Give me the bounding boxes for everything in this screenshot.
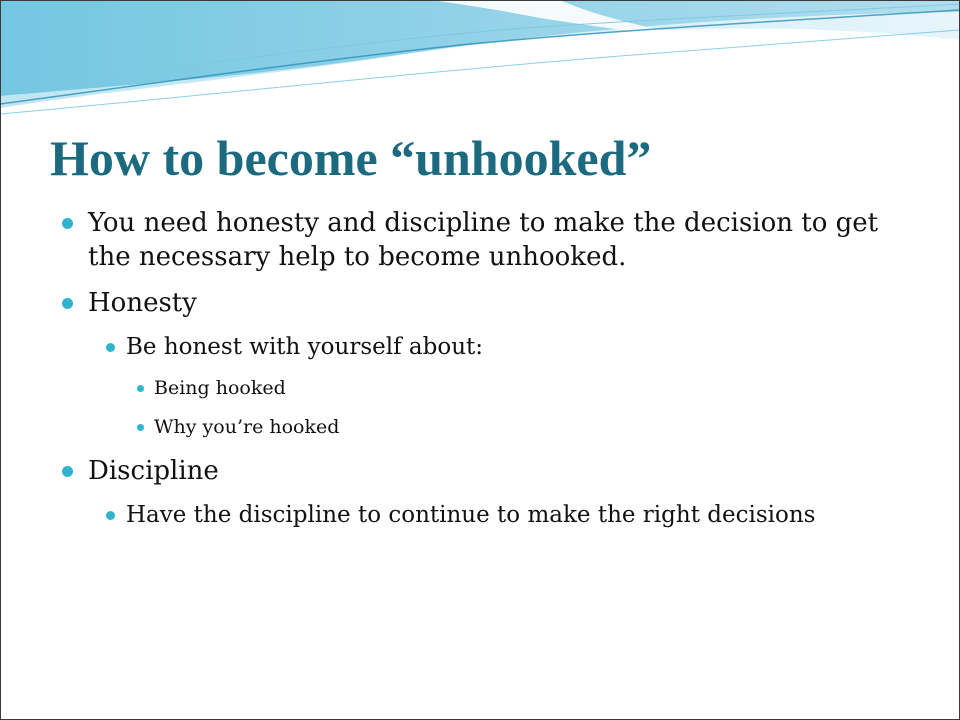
bullet-dot-icon (62, 218, 73, 229)
bullet-text: You need honesty and discipline to make the decision to get the necessary help to become unhooked. (88, 208, 879, 272)
sub-bullet-item-have-discipline (60, 500, 900, 530)
bullet-dot-icon (106, 511, 115, 520)
bullet-dot-icon (62, 298, 73, 309)
bullet-dot-icon (106, 343, 115, 352)
wave-mid (0, 0, 960, 96)
slide-title: How to become “unhooked” (50, 130, 652, 186)
bullet-text: Be honest with yourself about: (126, 334, 484, 360)
bullet-text: Being hooked (154, 377, 286, 399)
sub-bullet-item-be-honest (60, 332, 900, 362)
bullet-text: Why you’re hooked (154, 416, 340, 438)
bullet-item-decision (60, 206, 900, 274)
bullet-text: Honesty (88, 288, 197, 318)
bullet-text: Discipline (88, 456, 219, 486)
bullet-item-honesty (60, 286, 900, 320)
decorative-wave-banner (0, 0, 960, 120)
sub-sub-bullet-item-being-hooked (60, 376, 900, 400)
bullet-item-discipline (60, 454, 900, 488)
sub-sub-bullet-item-why-hooked (60, 415, 900, 439)
bullet-dot-icon (62, 466, 73, 477)
bullet-list (60, 206, 900, 544)
bullet-text: Have the discipline to continue to make the right decisions (126, 502, 816, 528)
bullet-dot-icon (137, 385, 144, 392)
bullet-dot-icon (137, 424, 144, 431)
